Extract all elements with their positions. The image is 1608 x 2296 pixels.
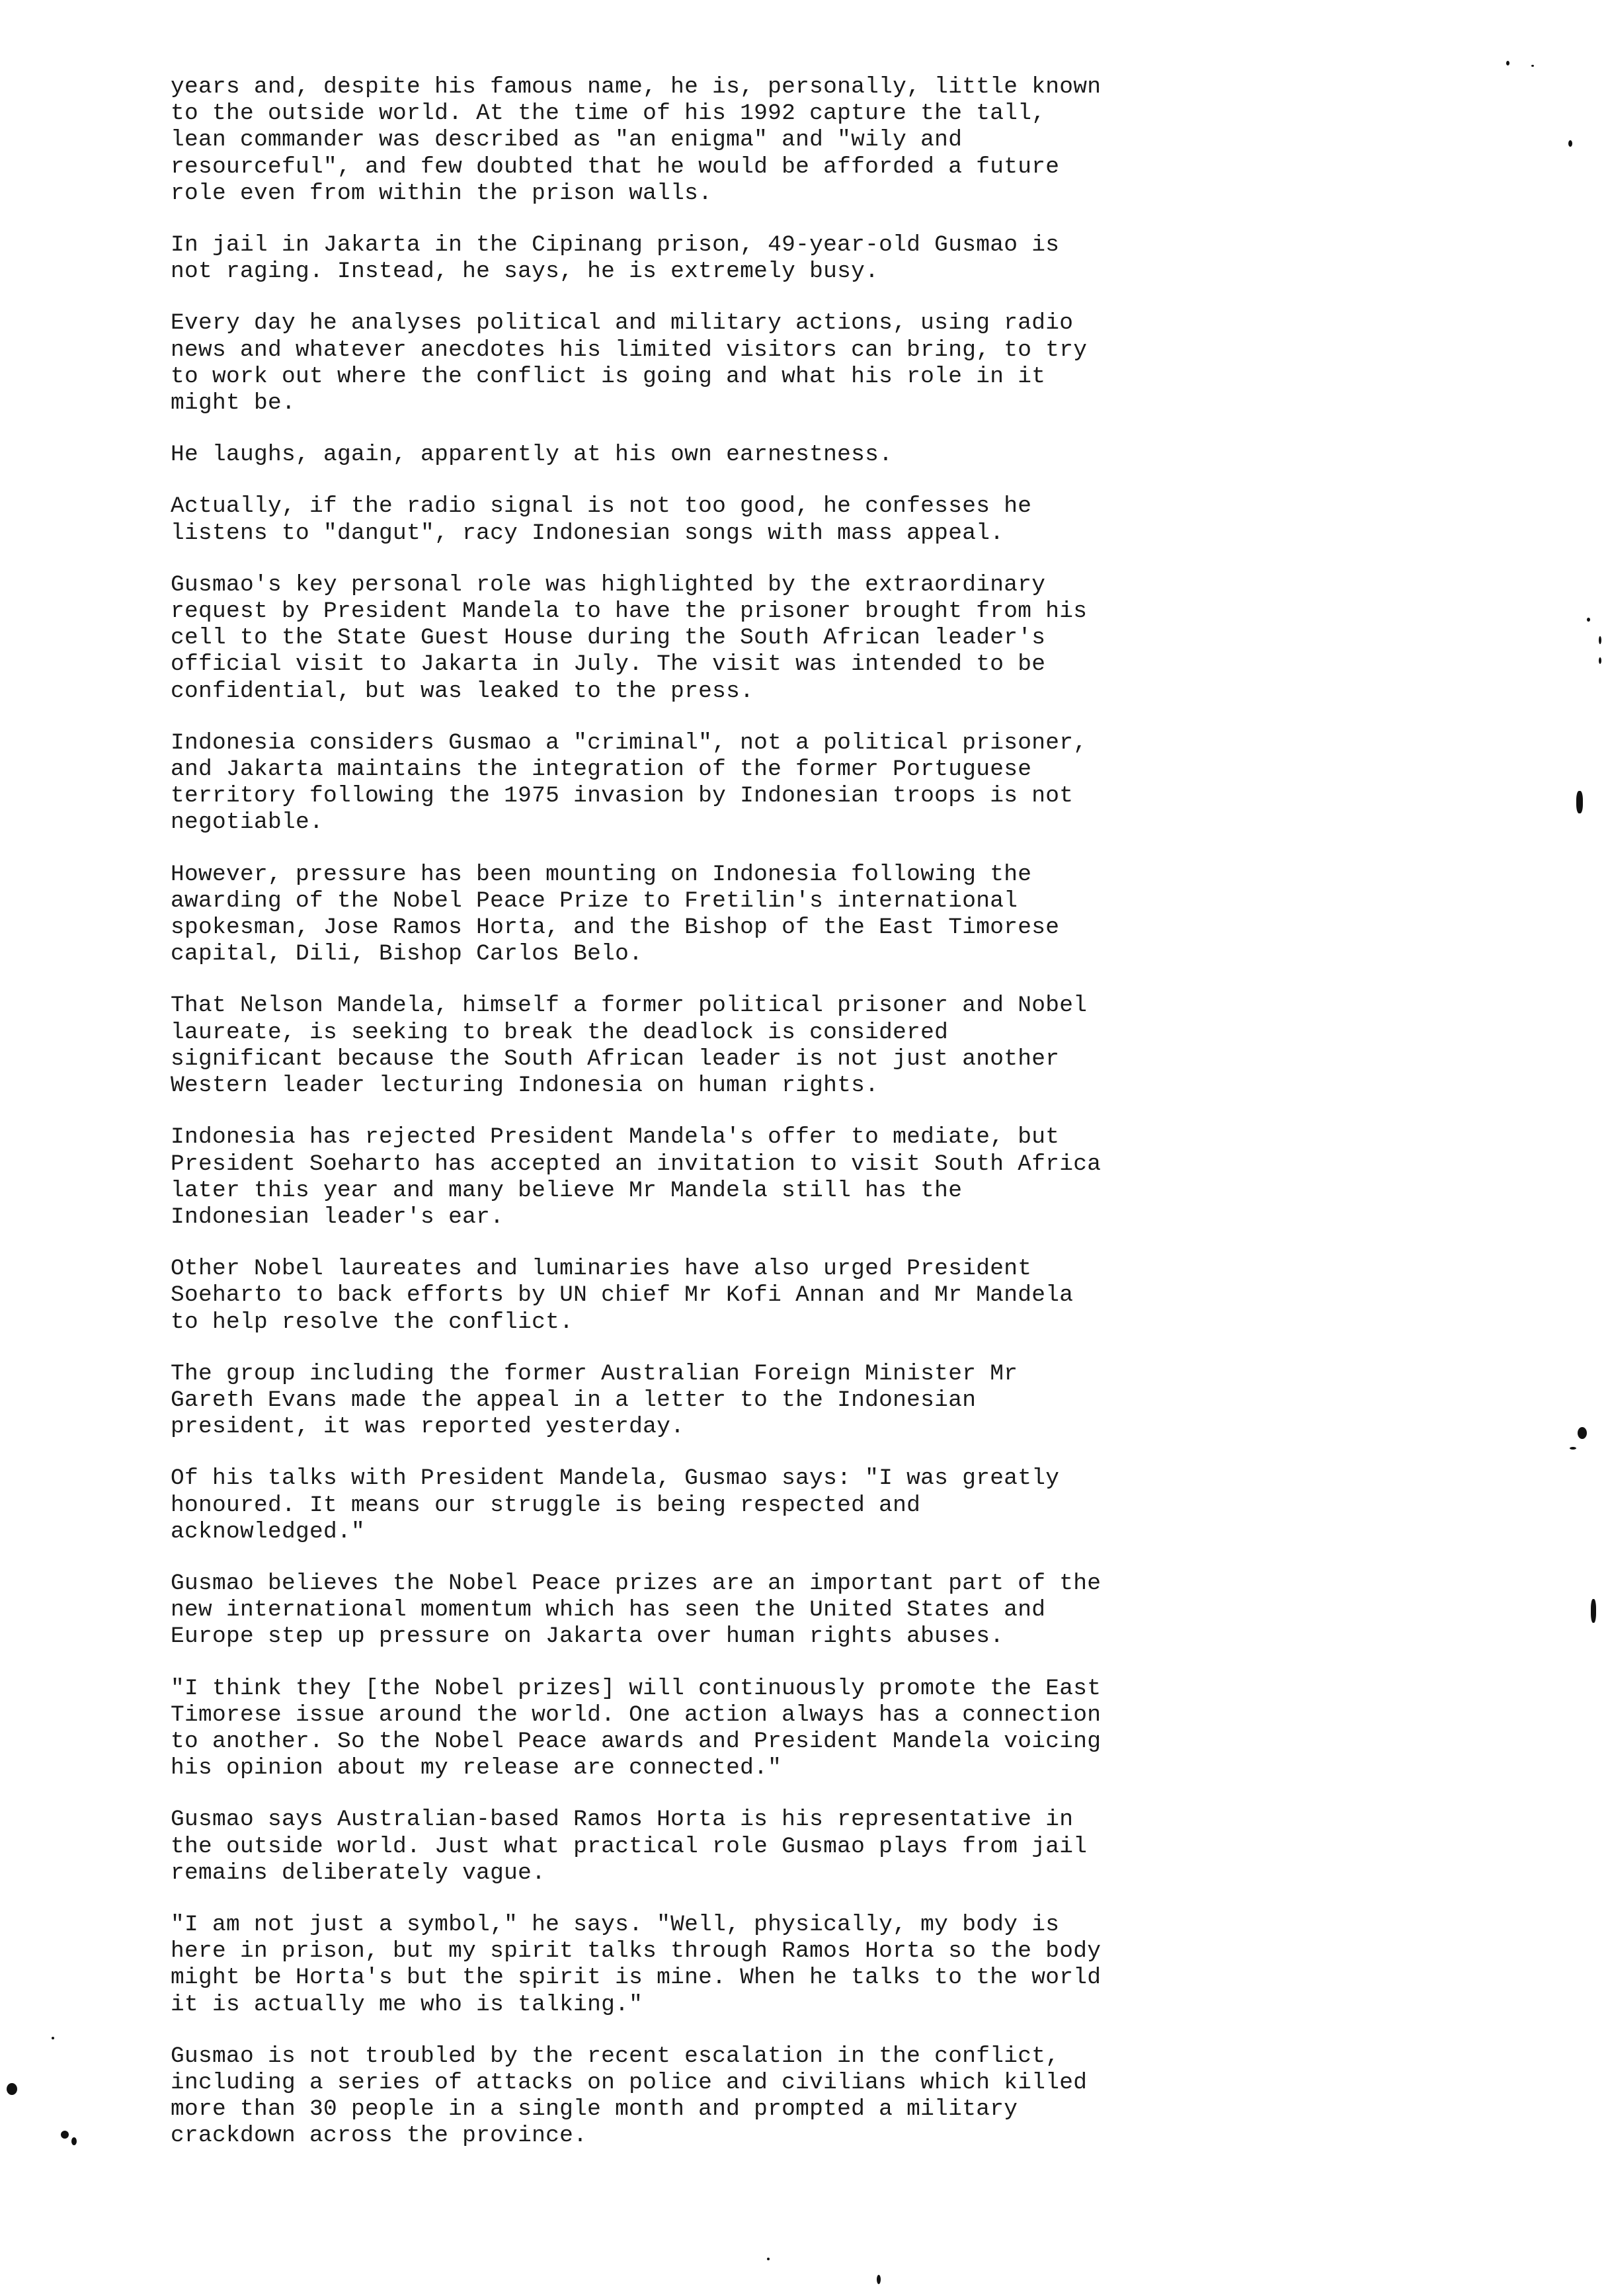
scan-speck xyxy=(767,2258,770,2260)
paragraph: years and, despite his famous name, he is, personally, little known to the outside world. At the time of his 1992 capture the tall, lean commander was described as "an enigma" and "wily and resourceful", and few doubted that he would be afforded a future role even from within the prison walls. xyxy=(171,74,1102,206)
article-body xyxy=(171,74,1202,2175)
scan-speck xyxy=(61,2131,69,2139)
paragraph: Every day he analyses political and military actions, using radio news and whatever anecdotes his limited visitors can bring, to try to work out where the conflict is going and what his role in it might be. xyxy=(171,310,1088,417)
paragraph: He laughs, again, apparently at his own earnestness. xyxy=(171,442,893,468)
paragraph: Of his talks with President Mandela, Gusmao says: "I was greatly honoured. It means our struggle is being respected and acknowledged." xyxy=(171,1465,1060,1545)
paragraph: "I think they [the Nobel prizes] will continuously promote the East Timorese issue around the world. One action always has a connection to another. So the Nobel Peace awards and President Mandela voicing his opinion about my release are connected." xyxy=(171,1675,1102,1782)
paragraph: "I am not just a symbol," he says. "Well, physically, my body is here in prison, but my spirit talks through Ramos Horta so the body might be Horta's but the spirit is mine. When he talks to the world it is actually me who is talking." xyxy=(171,1911,1102,2018)
scan-speck xyxy=(1587,618,1590,622)
paragraph: That Nelson Mandela, himself a former political prisoner and Nobel laureate, is seeking to break the deadlock is considered significant because the South African leader is not just another Western leader lecturing Indonesia on human rights. xyxy=(171,993,1088,1099)
scan-speck xyxy=(1591,1599,1596,1623)
paragraph: Other Nobel laureates and luminaries have also urged President Soeharto to back efforts by UN chief Mr Kofi Annan and Mr Mandela to help resolve the conflict. xyxy=(171,1256,1074,1335)
paragraph: Indonesia considers Gusmao a "criminal", not a political prisoner, and Jakarta maintains the integration of the former Portuguese territory following the 1975 invasion by Indonesian troops is not negotiable. xyxy=(171,729,1088,836)
paragraph: Gusmao believes the Nobel Peace prizes are an important part of the new international momentum which has seen the United States and Europe step up pressure on Jakarta over human rights abuses. xyxy=(171,1570,1102,1650)
scan-speck xyxy=(1531,65,1534,67)
scan-speck xyxy=(1568,140,1572,147)
scan-speck xyxy=(7,2083,17,2095)
paragraph: Gusmao's key personal role was highlighted by the extraordinary request by President Mandela to have the prisoner brought from his cell to the State Guest House during the South African leader's official visit to Jakarta in July. The visit was intended to be confidential, but was leaked to the press. xyxy=(171,571,1088,704)
paragraph: In jail in Jakarta in the Cipinang prison, 49-year-old Gusmao is not raging. Instead, he says, he is extremely busy. xyxy=(171,232,1060,285)
paragraph: Gusmao says Australian-based Ramos Horta is his representative in the outside world. Just what practical role Gusmao plays from jail remains deliberately vague. xyxy=(171,1807,1088,1886)
scan-speck xyxy=(1599,636,1601,644)
scan-speck xyxy=(1570,1447,1576,1450)
paragraph: Actually, if the radio signal is not too good, he confesses he listens to "dangut", racy Indonesian songs with mass appeal. xyxy=(171,493,1032,546)
scan-speck xyxy=(71,2137,77,2145)
scan-speck xyxy=(1506,61,1509,65)
scan-speck xyxy=(52,2037,54,2039)
paragraph: Indonesia has rejected President Mandela's offer to mediate, but President Soeharto has accepted an invitation to visit South Africa later this year and many believe Mr Mandela still has the Indonesian leader's ear. xyxy=(171,1124,1102,1230)
paragraph: The group including the former Australian Foreign Minister Mr Gareth Evans made the appeal in a letter to the Indonesian president, it was reported yesterday. xyxy=(171,1360,1018,1440)
paragraph: However, pressure has been mounting on Indonesia following the awarding of the Nobel Peace Prize to Fretilin's international spokesman, Jose Ramos Horta, and the Bishop of the East Timorese capital, Dili, Bishop Carlos Belo. xyxy=(171,861,1060,967)
paragraph: Gusmao is not troubled by the recent escalation in the conflict, including a series of attacks on police and civilians which killed more than 30 people in a single month and prompted a military crackdown across the province. xyxy=(171,2043,1088,2149)
scan-speck xyxy=(1578,1427,1587,1439)
scan-speck xyxy=(1576,791,1583,813)
scan-speck xyxy=(877,2275,881,2284)
scan-speck xyxy=(1599,657,1601,664)
